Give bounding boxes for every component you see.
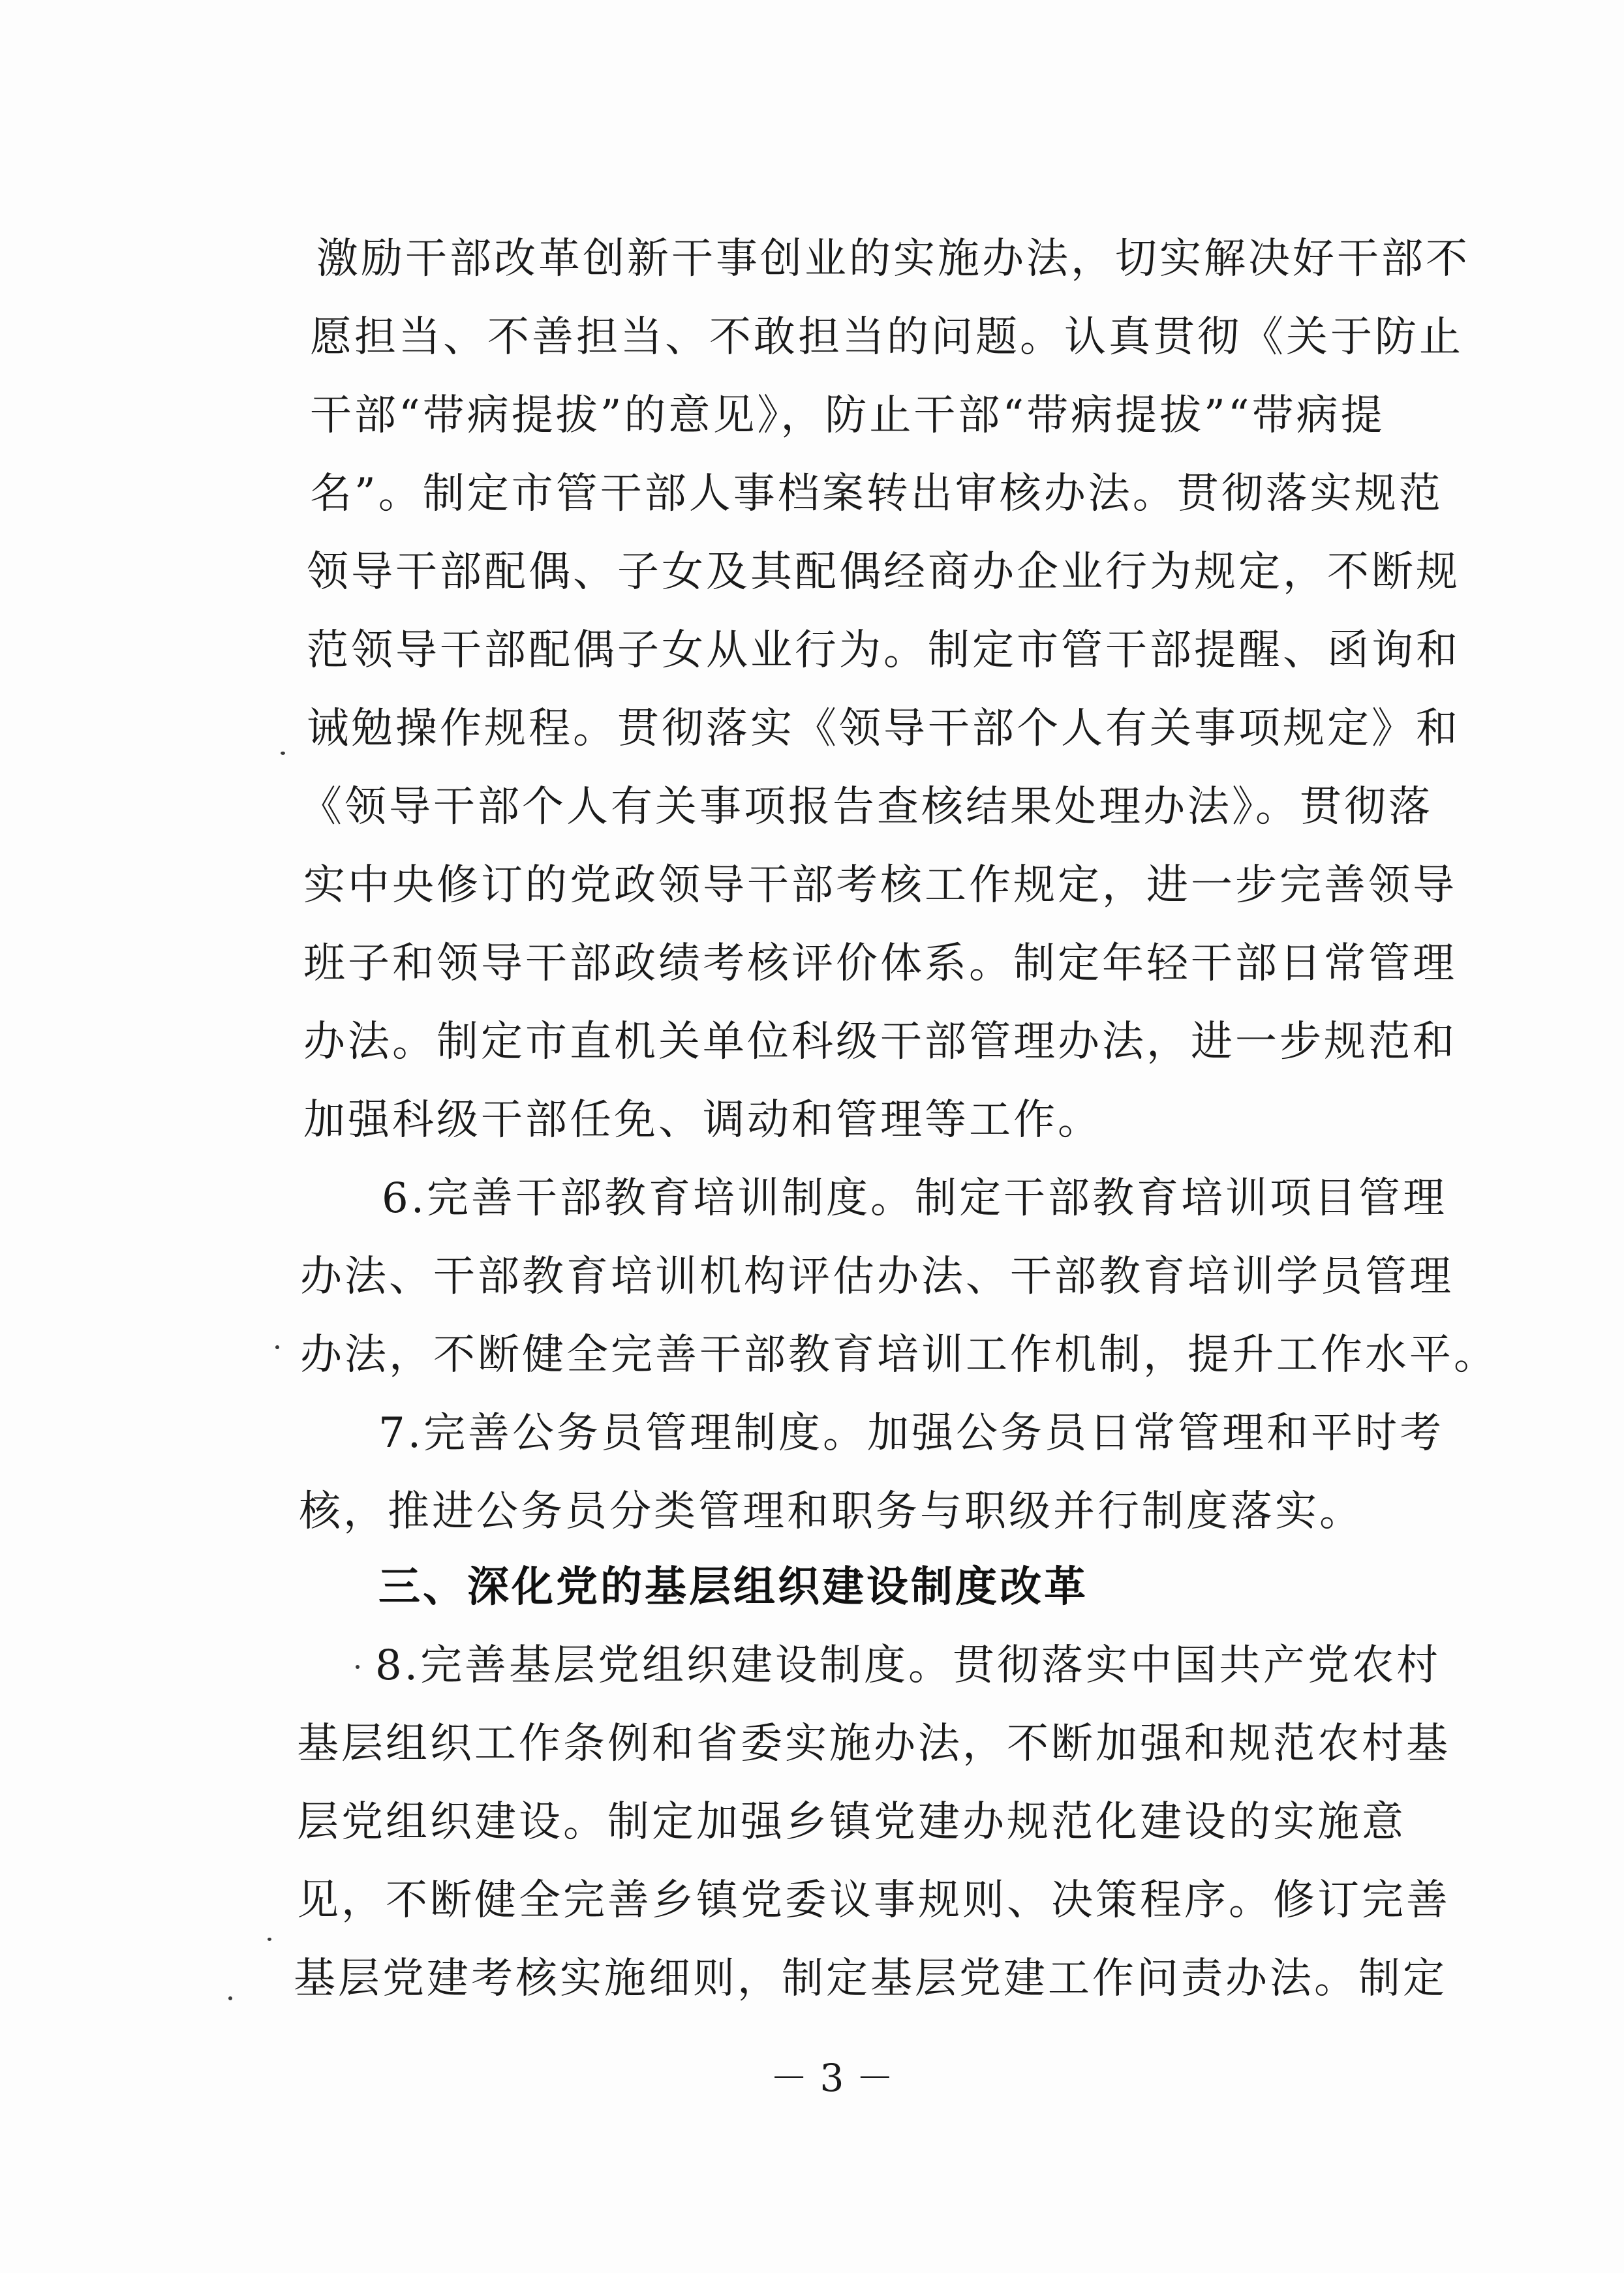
- body-line: 《领导干部个人有关事项报告查核结果处理办法》。贯彻落: [300, 783, 1433, 831]
- body-line: 诫勉操作规程。贯彻落实《领导干部个人有关事项规定》和: [307, 705, 1460, 753]
- section-7-line: 7.完善公务员管理制度。加强公务员日常管理和平时考: [378, 1409, 1445, 1457]
- scan-speck: [281, 752, 285, 755]
- body-line: 干部“带病提拔”的意见》，防止干部“带病提拔”“带病提: [310, 391, 1385, 440]
- body-line: 基层党建考核实施细则，制定基层党建工作问责办法。制定: [294, 1955, 1447, 2003]
- scan-speck: [356, 1665, 360, 1669]
- body-line: 激励干部改革创新干事创业的实施办法，切实解决好干部不: [316, 235, 1470, 283]
- scan-speck: [275, 1345, 279, 1349]
- body-line: 核，推进公务员分类管理和职务与职级并行制度落实。: [299, 1487, 1364, 1536]
- body-line: 基层组织工作条例和省委实施办法，不断加强和规范农村基: [297, 1720, 1450, 1768]
- body-line: 范领导干部配偶子女从业行为。制定市管干部提醒、函询和: [307, 626, 1460, 675]
- section-heading: 三、深化党的基层组织建设制度改革: [378, 1563, 1088, 1611]
- scan-speck: [228, 1996, 232, 2000]
- scan-speck: [268, 1938, 271, 1941]
- body-line: 见，不断健全完善乡镇党委议事规则、决策程序。修订完善: [297, 1876, 1450, 1925]
- body-line: 办法。制定市直机关单位科级干部管理办法，进一步规范和: [303, 1018, 1457, 1066]
- section-6-line: 6.完善干部教育培训制度。制定干部教育培训项目管理: [382, 1174, 1448, 1223]
- section-8-line: 8.完善基层党组织建设制度。贯彻落实中国共产党农村: [375, 1641, 1441, 1690]
- body-line: 加强科级干部任免、调动和管理等工作。: [303, 1096, 1102, 1144]
- body-line: 愿担当、不善担当、不敢担当的问题。认真贯彻《关于防止: [310, 313, 1463, 361]
- body-line: 办法、干部教育培训机构评估办法、干部教育培训学员管理: [300, 1253, 1454, 1301]
- body-line: 层党组织建设。制定加强乡镇党建办规范化建设的实施意: [297, 1798, 1406, 1846]
- body-line: 办法，不断健全完善干部教育培训工作机制，提升工作水平。: [300, 1331, 1498, 1379]
- page-number: － 3 －: [770, 2056, 894, 2100]
- body-line: 领导干部配偶、子女及其配偶经商办企业行为规定，不断规: [307, 548, 1460, 596]
- body-line: 名”。制定市管干部人事档案转出审核办法。贯彻落实规范: [310, 470, 1443, 518]
- body-line: 实中央修订的党政领导干部考核工作规定，进一步完善领导: [303, 861, 1457, 909]
- body-line: 班子和领导干部政绩考核评价体系。制定年轻干部日常管理: [303, 939, 1457, 988]
